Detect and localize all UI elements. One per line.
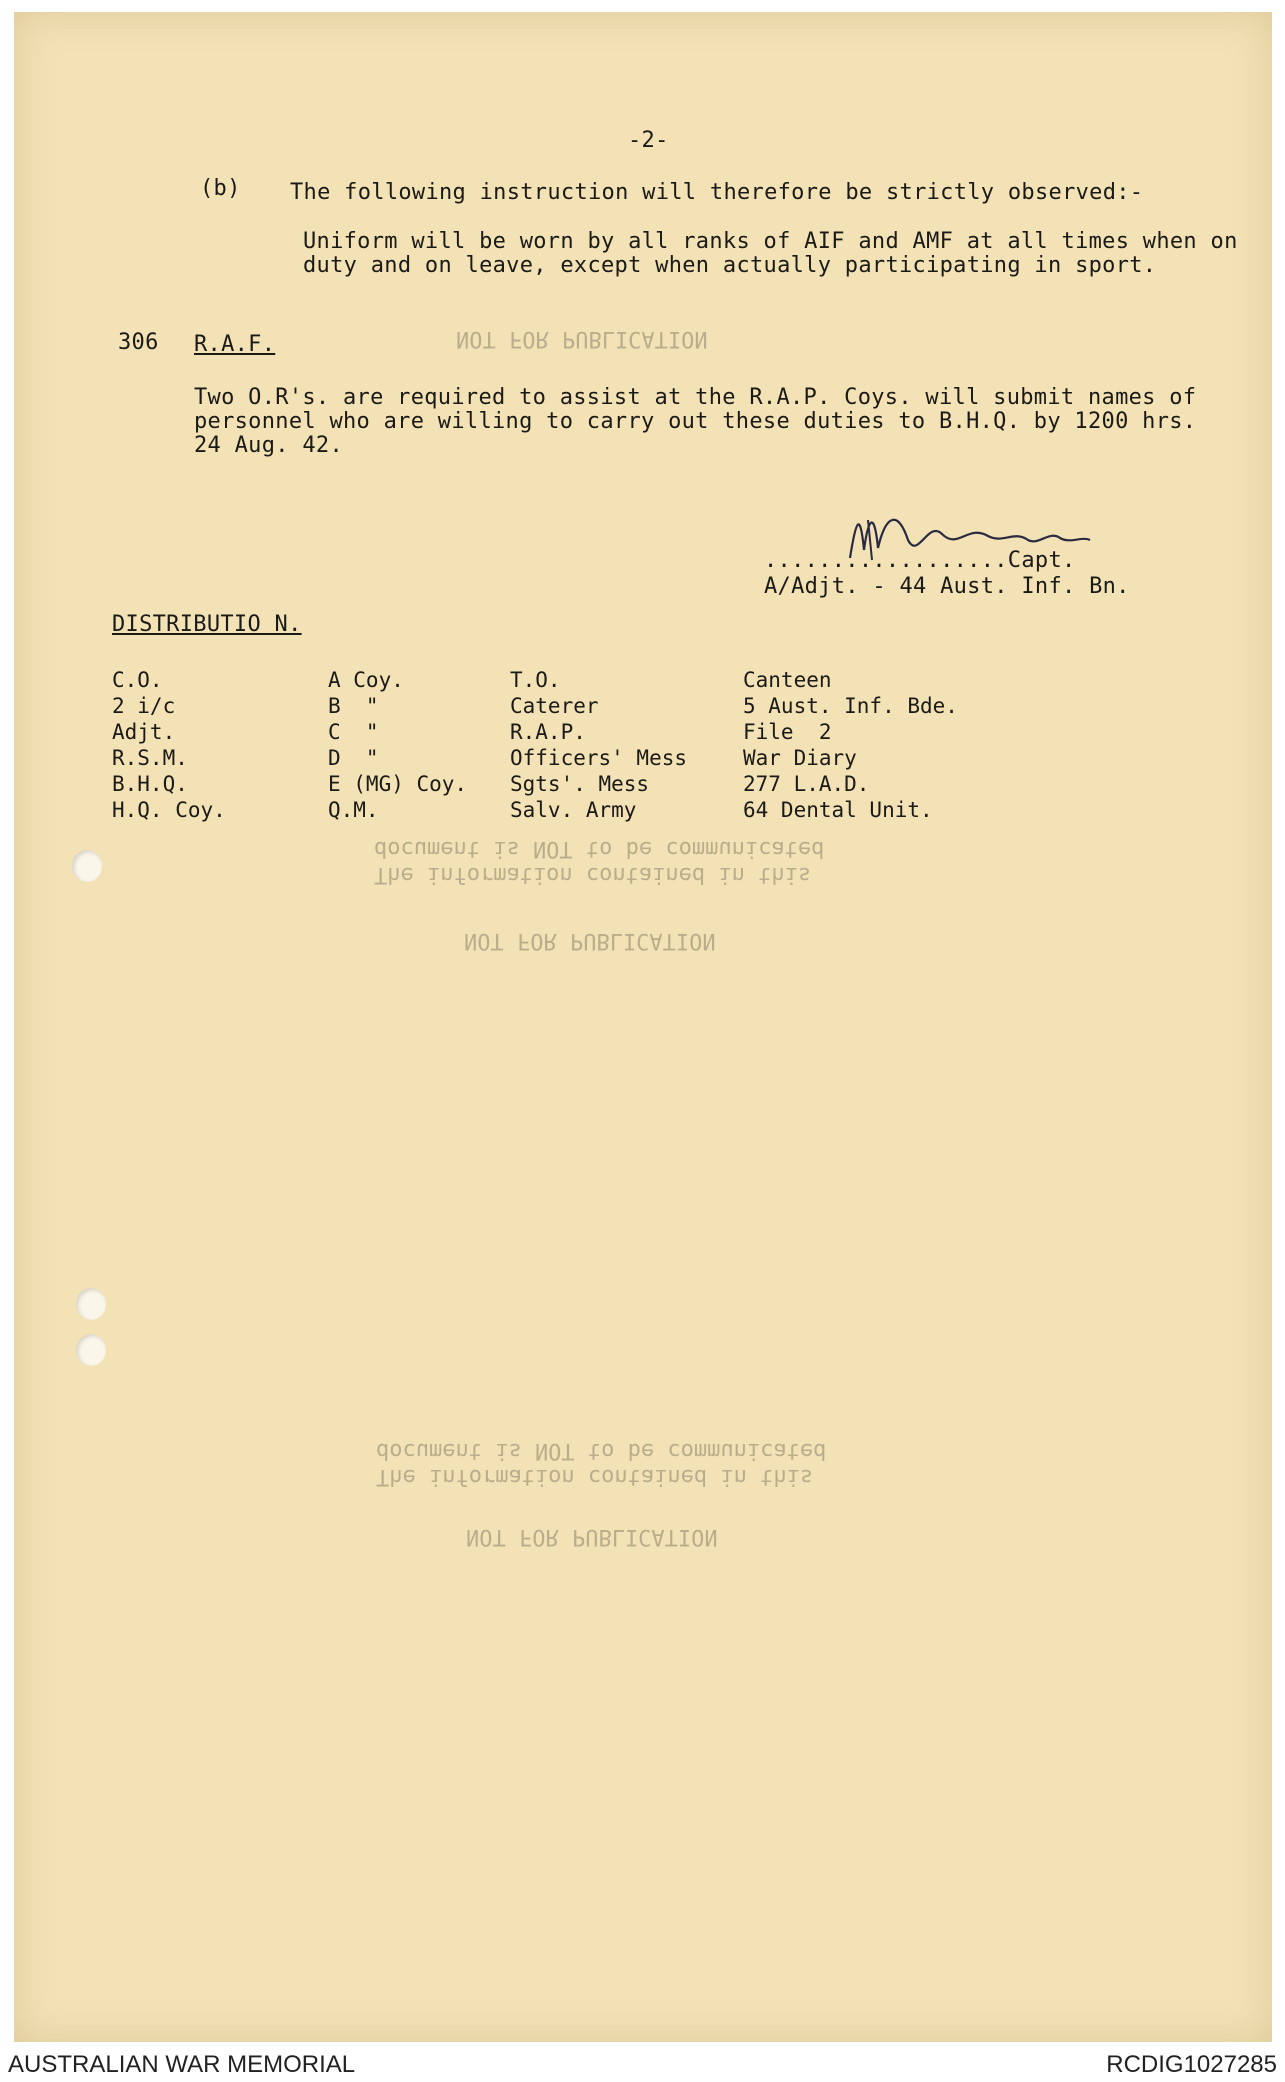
dist-cell: Sgts'. Mess [510,772,650,796]
signature-dots-rank: ..................Capt. [764,548,1076,573]
item-306-number: 306 [118,330,159,355]
dist-cell: D " [328,746,379,770]
item-b-heading: The following instruction will therefore be strictly observed:- [290,180,1144,205]
page-number: -2- [628,128,669,153]
item-b-text: Uniform will be worn by all ranks of AIF and AMF at all times when on duty and on leave, except when actually participating in sport. [303,229,1238,278]
dist-cell: Q.M. [328,798,379,822]
dist-cell: H.Q. Coy. [112,798,226,822]
document-sheet [14,12,1272,2042]
dist-cell: File 2 [743,720,832,744]
bleed-stamp-line1: The information contained in this [376,1464,814,1489]
distribution-row [112,668,1043,694]
bleed-stamp-line1: The information contained in this [374,862,812,887]
dist-cell: C " [328,720,379,744]
item-306-title: R.A.F. [194,332,276,357]
dist-cell: 2 i/c [112,694,176,718]
dist-cell: Officers' Mess [510,746,688,770]
dist-cell: 64 Dental Unit. [743,798,933,822]
dist-cell: B " [328,694,379,718]
punch-hole [76,1288,106,1320]
dist-cell: Caterer [510,694,599,718]
dist-cell: 277 L.A.D. [743,772,870,796]
dist-cell: Salv. Army [510,798,637,822]
dist-cell: R.S.M. [112,746,188,770]
distribution-row [112,798,1043,824]
dist-cell: Canteen [743,668,832,692]
footer-left: AUSTRALIAN WAR MEMORIAL [8,2051,356,2078]
dist-cell: E (MG) Coy. [328,772,468,796]
item-b-marker: (b) [200,176,241,201]
signature-title: A/Adjt. - 44 Aust. Inf. Bn. [764,574,1130,599]
bleed-stamp-bottom: NOT FOR PUBLICATION [466,1524,718,1549]
punch-hole [76,1334,106,1366]
dist-cell: A Coy. [328,668,404,692]
item-306-text: Two O.R's. are required to assist at the R.A.P. Coys. will submit names of personnel who are willing to carry out these duties to B.H.Q. by 1200 hrs. 24 Aug. 42. [194,385,1197,458]
dist-cell: 5 Aust. Inf. Bde. [743,694,958,718]
dist-cell: B.H.Q. [112,772,188,796]
distribution-row [112,772,1043,798]
bleed-stamp-mid: NOT FOR PUBLICATION [464,928,716,953]
bleed-stamp-line2: document is NOT to be communicated [376,1438,827,1463]
dist-cell: T.O. [510,668,561,692]
distribution-heading: DISTRIBUTIO N. [112,612,302,637]
dist-cell: C.O. [112,668,163,692]
bleed-stamp-line2: document is NOT to be communicated [374,836,825,861]
dist-cell: Adjt. [112,720,176,744]
punch-hole [72,850,102,882]
distribution-row [112,746,1043,772]
dist-cell: R.A.P. [510,720,586,744]
distribution-row [112,720,1043,746]
distribution-row [112,694,1043,720]
bleed-stamp-top: NOT FOR PUBLICATION [456,326,708,351]
dist-cell: War Diary [743,746,857,770]
distribution-table [112,668,1043,824]
footer-right: RCDIG1027285 [1106,2051,1277,2078]
